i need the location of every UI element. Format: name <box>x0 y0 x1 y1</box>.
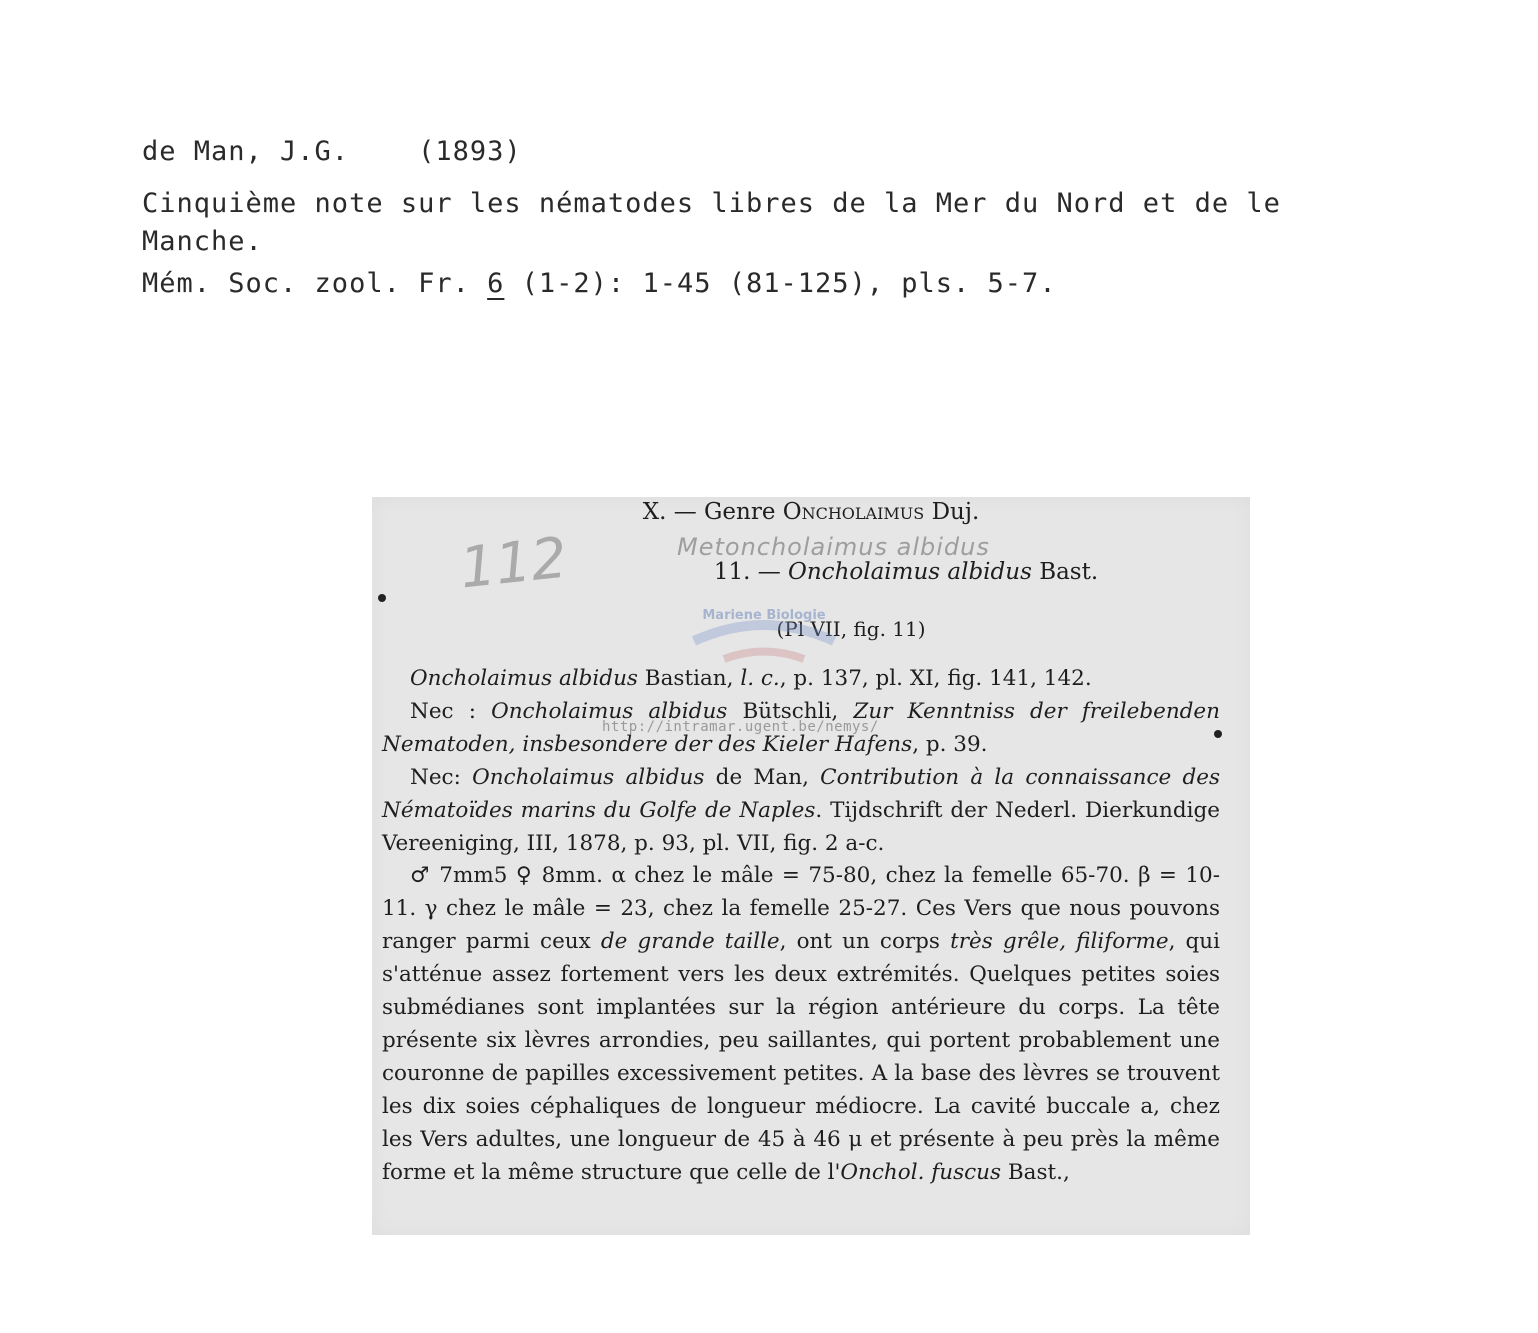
volume: 6 <box>487 268 505 299</box>
plate-reference: (Pl VII, fig. 11) <box>776 617 926 641</box>
handwritten-number: 112 <box>456 525 570 602</box>
pages: (1-2): 1-45 (81-125), pls. 5-7. <box>521 268 1057 299</box>
article-body <box>382 663 1220 1190</box>
synonym-paragraph-2: Nec : Oncholaimus albidus Bütschli, Zur Kenntniss der freilebenden Nematoden, insbesondere der des Kieler Hafens, p. 39. <box>382 698 1221 757</box>
article-clipping <box>372 497 1250 1235</box>
speck <box>378 594 386 602</box>
year: (1893) <box>418 136 522 167</box>
watermark-logo-text: Mariene Biologie <box>702 608 826 623</box>
watermark-logo <box>684 589 844 669</box>
handwritten-species-name: Metoncholaimus albidus <box>677 533 990 561</box>
synonym-paragraph-3: Nec: Oncholaimus albidus de Man, Contribution à la connaissance des Nématoïdes marins du Golfe de Naples. Tijdschrift der Nederl. Dierkundige Vereeniging, III, 1878, p. 93, pl. VII, fig. 2 a-c. <box>382 764 1221 856</box>
reference-author-line <box>142 136 522 167</box>
journal: Mém. Soc. zool. Fr. <box>142 268 470 299</box>
reference-source <box>142 268 1057 299</box>
reference-title <box>142 185 1281 261</box>
title-line-1: Cinquième note sur les nématodes libres de la Mer du Nord et de le <box>142 188 1281 219</box>
genre-heading: X. — Genre Oncholaimus Duj. <box>642 499 980 525</box>
watermark-url: http://intramar.ugent.be/nemys/ <box>602 719 879 735</box>
species-heading: 11. — Oncholaimus albidus Bast. <box>713 559 1099 585</box>
description-paragraph: ♂ 7mm5 ♀ 8mm. α chez le mâle = 75-80, chez la femelle 65-70. β = 10-11. γ chez le mâle = 23, chez la femelle 25-27. Ces Vers que nous pouvons ranger parmi ceux de grande taille, ont un corps très grêle, filiforme, qui s'atténue assez fortement vers les deux extrémités. Quelques petites soies submédianes sont implantées sur la région antérieure du corps. La tête présente six lèvres arrondies, peu saillantes, qui portent probablement une couronne de papilles excessivement petites. A la base des lèvres se trouvent les dix soies céphaliques de longueur médiocre. La cavité buccale a, chez les Vers adultes, une longueur de 45 à 46 μ et présente à peu près la même forme et la même structure que celle de l'Onchol. fuscus Bast., <box>382 863 1221 1185</box>
title-line-2: Manche. <box>142 226 263 257</box>
synonym-paragraph-1: Oncholaimus albidus Bastian, l. c., p. 137, pl. XI, fig. 141, 142. <box>410 666 1092 691</box>
author: de Man, J.G. <box>142 136 350 167</box>
